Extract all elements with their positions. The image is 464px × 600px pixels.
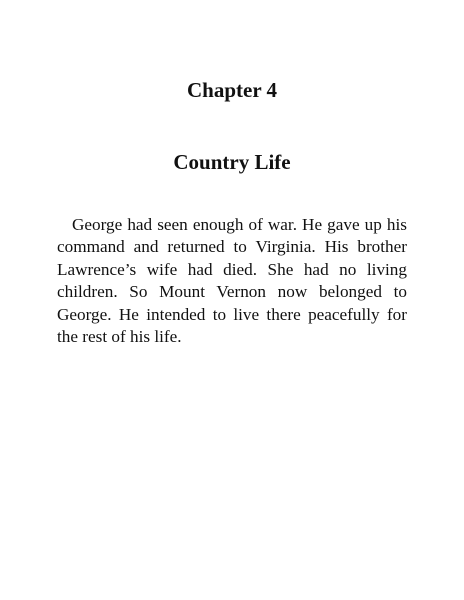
chapter-number-heading: Chapter 4 <box>186 78 278 102</box>
chapter-body-paragraph: George had seen enough of war. He gave up his command and returned to Virginia. His brother Lawrence’s wife had died. She had no living children. So Mount Vernon now belonged to George. He intended to live there peacefully for the rest of his life. <box>57 215 407 347</box>
chapter-title-heading: Country Life <box>173 150 291 174</box>
